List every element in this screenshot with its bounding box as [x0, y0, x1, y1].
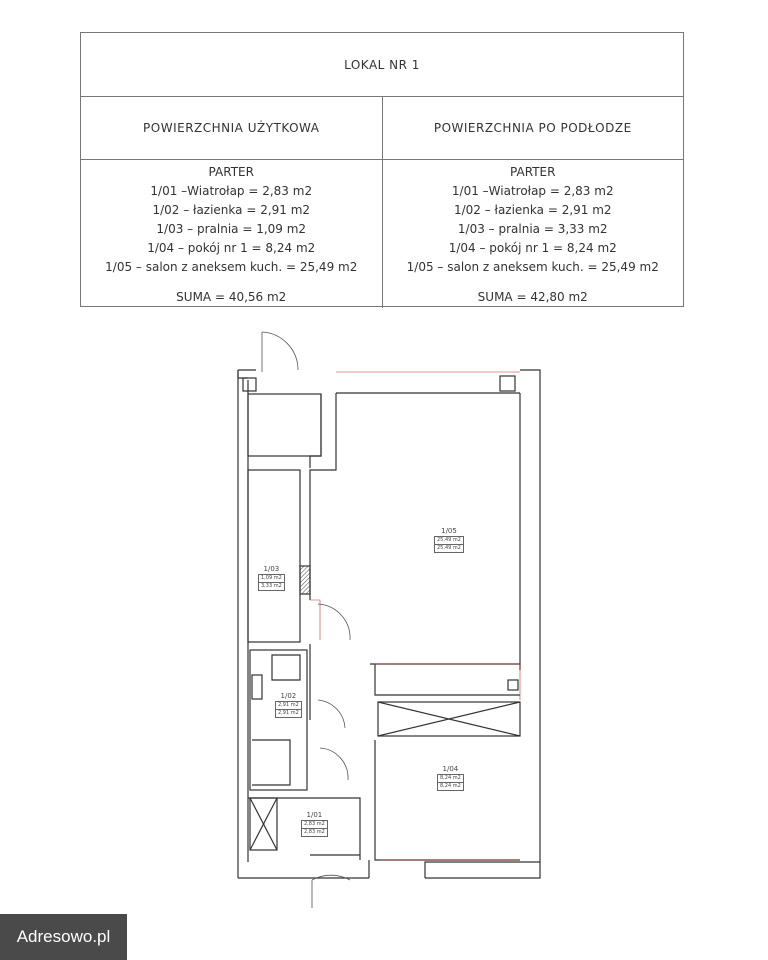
table-row: 1/05 – salon z aneksem kuch. = 25,49 m2 [406, 260, 659, 274]
table-title: LOKAL NR 1 [81, 33, 683, 97]
room-area-floor: 2,83 m2 [301, 828, 328, 837]
watermark-logo: Adresowo.pl [0, 914, 127, 960]
header-usable-area: POWIERZCHNIA UŻYTKOWA [143, 121, 320, 135]
room-area-floor: 3,33 m2 [258, 582, 285, 591]
sum-total: SUMA = 40,56 m2 [176, 290, 287, 304]
sum-total: SUMA = 42,80 m2 [477, 290, 588, 304]
room-area-floor: 8,24 m2 [437, 782, 464, 791]
room-area-usable: 1,09 m2 [258, 574, 285, 583]
room-area-usable: 2,91 m2 [275, 701, 302, 710]
table-row: 1/03 – pralnia = 3,33 m2 [457, 222, 608, 236]
table-row: 1/02 – łazienka = 2,91 m2 [152, 203, 311, 217]
floor-label: PARTER [208, 165, 254, 179]
room-id: 1/03 [263, 565, 280, 573]
table-row: 1/03 – pralnia = 1,09 m2 [156, 222, 307, 236]
table-row: 1/04 – pokój nr 1 = 8,24 m2 [147, 241, 316, 255]
room-id: 1/01 [306, 811, 323, 819]
room-area-floor: 25,49 m2 [434, 544, 464, 553]
table-row: 1/02 – łazienka = 2,91 m2 [453, 203, 612, 217]
table-row: 1/01 –Wiatrołap = 2,83 m2 [150, 184, 313, 198]
header-floor-area: POWIERZCHNIA PO PODŁODZE [382, 97, 684, 159]
room-area-usable: 25,49 m2 [434, 536, 464, 545]
room-label-1-01 [301, 812, 328, 837]
room-id: 1/04 [442, 765, 459, 773]
table-row: 1/05 – salon z aneksem kuch. = 25,49 m2 [105, 260, 358, 274]
room-area-usable: 8,24 m2 [437, 774, 464, 783]
table-row: 1/01 –Wiatrołap = 2,83 m2 [451, 184, 614, 198]
room-label-1-05 [434, 528, 464, 553]
room-id: 1/02 [280, 692, 297, 700]
room-area-floor: 2,91 m2 [275, 709, 302, 718]
room-label-1-03 [258, 566, 285, 591]
room-label-1-02 [275, 693, 302, 718]
room-area-usable: 2,83 m2 [301, 820, 328, 829]
floor-label: PARTER [510, 165, 556, 179]
room-label-1-04 [437, 766, 464, 791]
room-id: 1/05 [441, 527, 457, 535]
table-row: 1/04 – pokój nr 1 = 8,24 m2 [448, 241, 617, 255]
